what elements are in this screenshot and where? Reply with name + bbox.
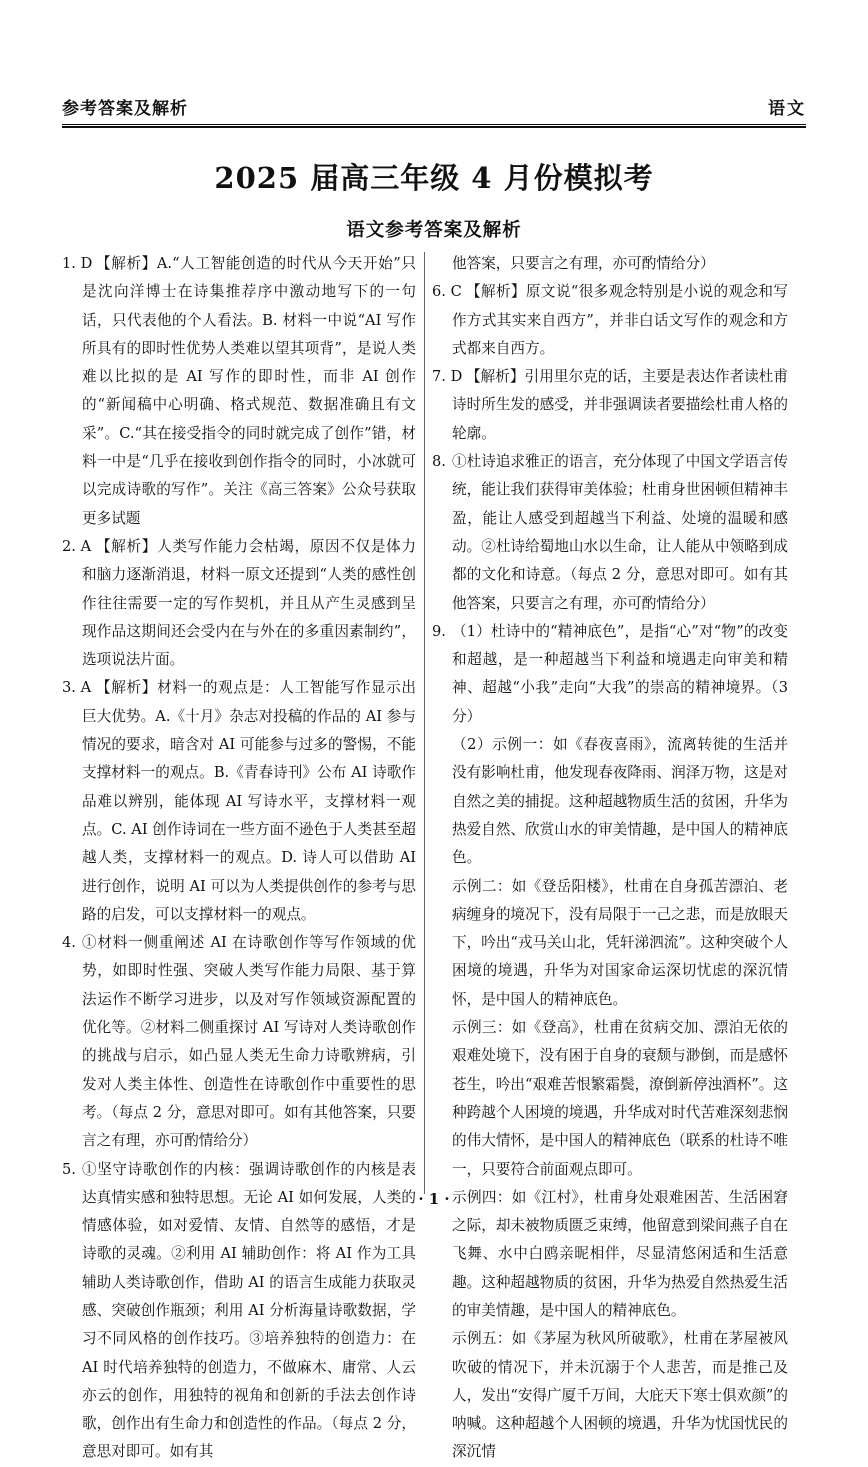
answer-number: 3. A: [62, 679, 92, 697]
answer-item-2: [62, 533, 416, 674]
answer-number: 9.: [432, 622, 446, 640]
page-header: [62, 94, 806, 122]
answer-part-2: （2）示例一：如《春夜喜雨》，流离转徙的生活并没有影响杜甫，他发现春夜降雨、润泽万物，这是对自然之美的捕捉。这种超越物质生活的贫困，升华为热爱自然、欣赏山水的审美情趣，是中国人的精神底色。: [452, 736, 788, 867]
answer-number: 6. C: [432, 283, 462, 301]
example-2: 示例二：如《登岳阳楼》，杜甫在自身孤苦漂泊、老病缠身的境况下，没有局限于一己之悲，而是放眼天下，吟出“戎马关山北，凭轩涕泗流”。这种突破个人困境的境遇，升华为对国家命运深切忧虑的深沉情怀，是中国人的精神底色。: [452, 877, 788, 1008]
page-number: · 1 ·: [418, 1190, 450, 1208]
answer-number: 8.: [432, 453, 446, 471]
answer-number: 2. A: [62, 537, 92, 555]
example-4: 示例四：如《江村》，杜甫身处艰难困苦、生活困窘之际，却未被物质匮乏束缚，他留意到梁间燕子自在飞舞、水中白鸥亲昵相伴，尽显清悠闲适和生活意趣。这种超越物质的贫困，升华为热爱自然热爱生活的审美情趣，是中国人的精神底色。: [452, 1188, 788, 1319]
answer-text: 【解析】原文说“很多观念特别是小说的观念和写作方式其实来自西方”，并非白话文写作的观念和方式都来自西方。: [452, 283, 788, 357]
right-column: [432, 250, 788, 1467]
answer-text: ①材料一侧重阐述 AI 在诗歌创作等写作领域的优势，如即时性强、突破人类写作能力局限、基于算法运作不断学习进步，以及对写作领域资源配置的优化等。②材料二侧重探讨 AI 写诗对人类诗歌创作的挑战与启示，如凸显人类无生命力诗歌辨病，引发对人类主体性、创造性在诗歌创作中重要性的思考。（每点 2 分，意思对即可。如有其他答案，只要言之有理，亦可酌情给分）: [82, 934, 416, 1150]
answer-number: 7. D: [432, 368, 463, 386]
example-3: 示例三：如《登高》，杜甫在贫病交加、漂泊无依的艰难处境下，没有困于自身的衰颓与渺倒，而是感怀苍生，吟出“艰难苦恨繁霜鬓，潦倒新停浊酒杯”。这种跨越个人困境的境遇，升华成对时代苦难深刻悲悯的伟大情怀，是中国人的精神底色（联系的杜诗不唯一，只要符合前面观点即可。: [452, 1019, 788, 1178]
answer-part-1: （1）杜诗中的“精神底色”，是指“心”对“物”的改变和超越，是一种超越当下利益和境遇走向审美和精神、超越“小我”走向“大我”的崇高的精神境界。（3 分）: [452, 622, 788, 725]
answer-text: 【解析】引用里尔克的话，主要是表达作者读杜甫诗时所生发的感受，并非强调读者要描绘杜甫人格的轮廓。: [452, 368, 788, 442]
answer-text: ①杜诗追求雅正的语言，充分体现了中国文学语言传统，能让我们获得审美体验；杜甫身世困顿但精神丰盈，能让人感受到超越当下利益、处境的温暖和感动。②杜诗给蜀地山水以生命，让人能从中领略到成都的文化和诗意。（每点 2 分，意思对即可。如有其他答案，只要言之有理，亦可酌情给分）: [452, 453, 788, 612]
column-divider: [424, 252, 425, 1194]
answer-item-9: [432, 618, 788, 1467]
answer-number: 4.: [62, 934, 76, 952]
answer-item-4: [62, 929, 416, 1155]
example-5: 示例五：如《茅屋为秋风所破歌》，杜甫在茅屋被风吹破的情况下，并未沉溺于个人悲苦，而是推己及人，发出“安得广厦千万间，大庇天下寒士俱欢颜”的呐喊。这种超越个人困顿的境遇，升华为忧国忧民的深沉情: [452, 1330, 788, 1461]
header-subject-label: 语文: [768, 99, 806, 119]
page-subtitle: 语文参考答案及解析: [346, 220, 522, 241]
answer-number: 1. D: [62, 255, 93, 272]
header-left-label: 参考答案及解析: [62, 99, 188, 119]
answer-item-1: [62, 250, 416, 533]
answer-number: 5.: [62, 1160, 76, 1178]
answer-text: 【解析】人类写作能力会枯竭，原因不仅是体力和脑力逐渐消退，材料一原文还提到“人类的感性创作往往需要一定的写作契机，并且从产生灵感到呈现作品这期间还会受内在与外在的多重因素制约”，选项说法片面。: [82, 537, 416, 669]
answer-item-8: [432, 448, 788, 618]
answer-item-7: [432, 363, 788, 448]
answer-text: 【解析】A.“人工智能创造的时代从今天开始”只是沈向洋博士在诗集推荐序中激动地写下的一句话，只代表他的个人看法。B. 材料一中说“AI 写作所具有的即时性优势人类难以望其项背”，是说人类难以比拟的是 AI 写作的即时性，而非 AI 创作的“新闻稿中心明确、格式规范、数据准确且有文采”。C.“其在接受指令的同时就完成了创作”错，材料一中是“几乎在接收到创作指令的同时，小冰就可以完成诗歌的写作”。关注《高三答案》公众号获取更多试题: [82, 255, 416, 527]
header-rule: [62, 124, 806, 128]
continued-text: 他答案，只要言之有理，亦可酌情给分）: [452, 255, 715, 272]
left-column: [62, 250, 416, 1467]
page-title: 2025 届高三年级 4 月份模拟考: [214, 161, 654, 195]
answer-item-3: [62, 674, 416, 929]
answer-text: 【解析】材料一的观点是：人工智能写作显示出巨大优势。A.《十月》杂志对投稿的作品的 AI 参与情况的要求，暗含对 AI 可能参与过多的警惕，不能支撑材料一的观点。B.《青春诗刊》公布 AI 诗歌作品难以辨别，能体现 AI 写诗水平，支撑材料一观点。C. AI 创作诗词在一些方面不逊色于人类甚至超越人类，支撑材料一的观点。D. 诗人可以借助 AI 进行创作，说明 AI 可以为人类提供创作的参考与思路的启发，可以支撑材料一的观点。: [82, 679, 416, 923]
answer-text: ①坚守诗歌创作的内核：强调诗歌创作的内核是表达真情实感和独特思想。无论 AI 如何发展，人类的情感体验，如对爱情、友情、自然等的感悟，才是诗歌的灵魂。②利用 AI 辅助创作：将 AI 作为工具辅助人类诗歌创作，借助 AI 的语言生成能力获取灵感、突破创作瓶颈；利用 AI 分析海量诗歌数据，学习不同风格的创作技巧。③培养独特的创造力：在 AI 时代培养独特的创造力，不做麻木、庸常、人云亦云的创作，用独特的视角和创新的手法去创作诗歌，创作出有生命力和创造性的作品。（每点 2 分，意思对即可。如有其: [82, 1160, 416, 1461]
answer-item-6: [432, 278, 788, 363]
